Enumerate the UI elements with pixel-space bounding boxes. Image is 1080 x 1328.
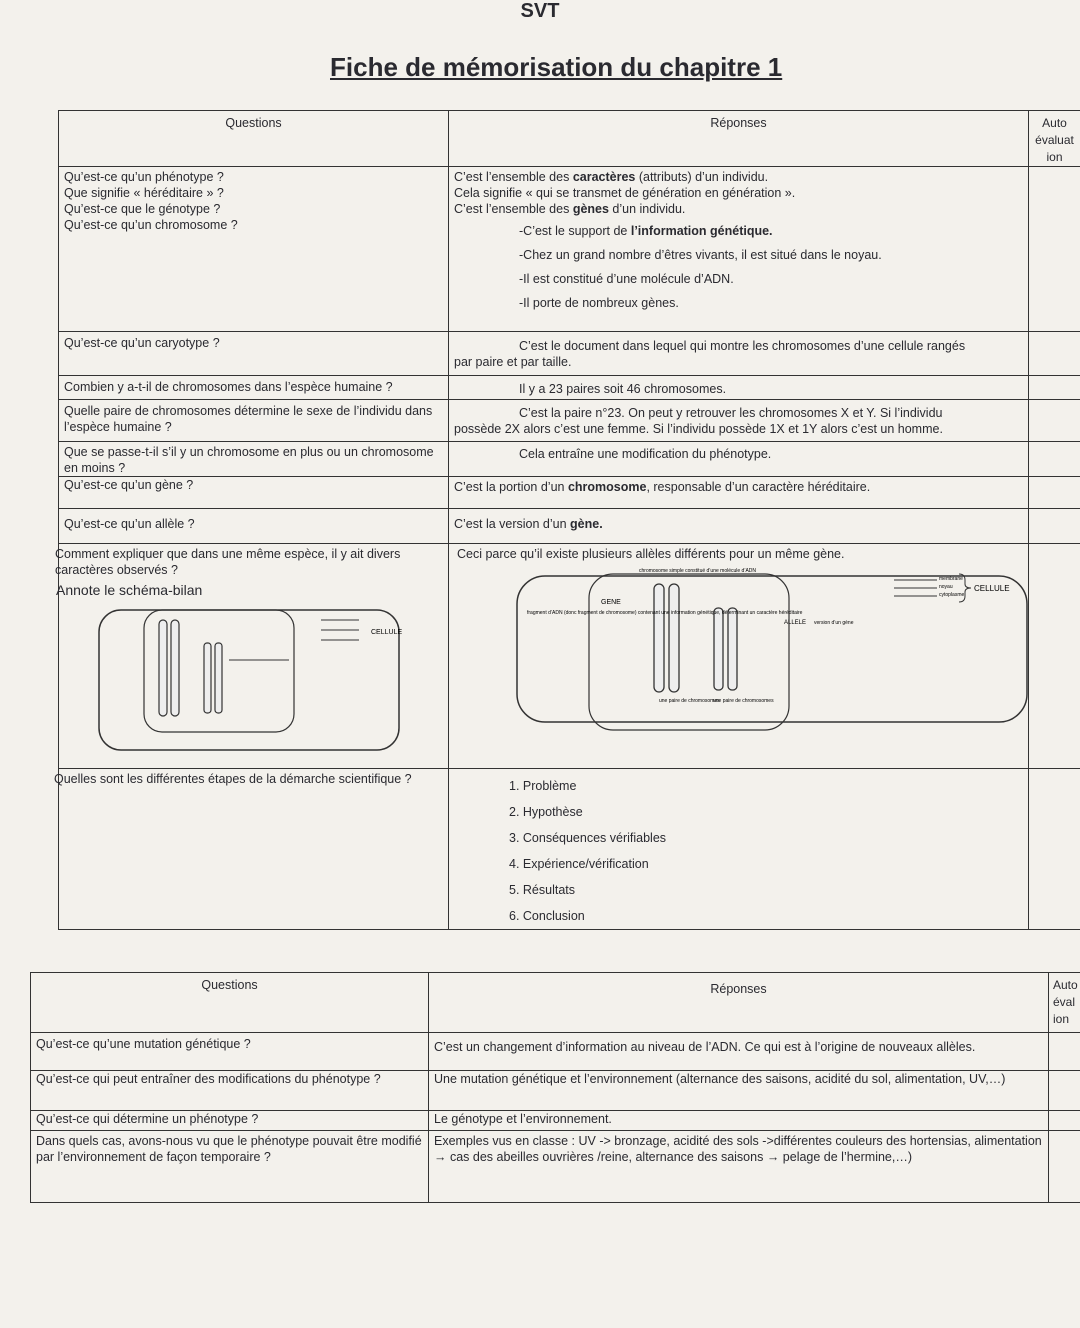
answer-modifications-phenotype: Une mutation génétique et l’environnement (alternance des saisons, acidité du sol, alimentation, UV,…) [429, 1071, 1049, 1111]
answer-caryotype: C’est le document dans lequel qui montre les chromosomes d’une cellule rangés par paire et par taille. [449, 332, 1029, 376]
answer-chromosome-4: -Il porte de nombreux gènes. [519, 296, 679, 310]
question-hereditaire: Que signifie « héréditaire » ? [64, 186, 224, 200]
subject-heading: SVT [520, 0, 560, 22]
question-modifications-phenotype: Qu’est-ce qui peut entraîner des modifications du phénotype ? [31, 1071, 429, 1111]
answer-divers-caracteres: Ceci parce qu’il existe plusieurs allèles différents pour un même gène. [457, 547, 845, 561]
answer-phenotype: C’est l’ensemble des caractères (attributs) d’un individu. [454, 170, 769, 184]
question-allele: Qu’est-ce qu’un allèle ? [59, 509, 449, 544]
header-questions: Questions [31, 973, 429, 1033]
answer-determine-phenotype: Le génotype et l’environnement. [429, 1111, 1049, 1131]
question-phenotype: Qu’est-ce qu’un phénotype ? [64, 170, 224, 184]
svg-text:noyau: noyau [939, 584, 953, 590]
question-gene: Qu’est-ce qu’un gène ? [59, 477, 449, 509]
answer-nombre-chromosomes: Il y a 23 paires soit 46 chromosomes. [449, 376, 1029, 400]
svg-text:chromosome simple constitué d’: chromosome simple constitué d’une molécule d’ADN [639, 568, 756, 574]
auto-eval-cell[interactable] [1029, 376, 1080, 400]
step-item: 3. Conséquences vérifiables [509, 831, 667, 845]
auto-eval-cell[interactable] [1029, 167, 1080, 332]
answer-paire-sexe: C’est la paire n°23. On peut y retrouver les chromosomes X et Y. Si l’individu possède 2X alors c’est une femme. Si l’individu possède 1X et 1Y alors c’est un homme. [449, 400, 1029, 442]
question-caryotype: Qu’est-ce qu’un caryotype ? [59, 332, 449, 376]
header-questions: Questions [59, 111, 449, 167]
answer-chromosome-2: -Chez un grand nombre d’êtres vivants, il est situé dans le noyau. [519, 248, 882, 262]
auto-eval-cell[interactable] [1049, 1071, 1080, 1111]
svg-text:cytoplasme: cytoplasme [939, 592, 965, 598]
step-item: 6. Conclusion [509, 909, 585, 923]
auto-eval-cell[interactable] [1029, 769, 1080, 930]
svg-text:GENE: GENE [601, 599, 621, 606]
answer-gene: C’est la portion d’un chromosome, responsable d’un caractère héréditaire. [449, 477, 1029, 509]
answer-demarche-scientifique [449, 769, 1029, 930]
page-title: Fiche de mémorisation du chapitre 1 [330, 52, 783, 82]
answer-hereditaire: Cela signifie « qui se transmet de génération en génération ». [454, 186, 796, 200]
answer-genotype: C’est l’ensemble des gènes d’un individu. [454, 202, 686, 216]
auto-eval-cell[interactable] [1029, 400, 1080, 442]
question-schema-bilan: Annote le schéma-bilan [56, 582, 203, 598]
svg-text:ALLELE: ALLELE [784, 620, 807, 626]
question-phenotype-temporaire: Dans quels cas, avons-nous vu que le phénotype pouvait être modifié par l’environnement de façon temporaire ? [31, 1131, 429, 1203]
svg-text:CELLULE: CELLULE [974, 584, 1010, 593]
header-auto-evaluation: Auto éval ion [1049, 973, 1080, 1033]
auto-eval-cell[interactable] [1049, 1033, 1080, 1071]
step-item: 4. Expérience/vérification [509, 857, 649, 871]
question-chromosome: Qu’est-ce qu’un chromosome ? [64, 218, 238, 232]
schema-bilan-blank [59, 598, 444, 758]
answers-group-1 [449, 167, 1029, 332]
header-reponses: Réponses [449, 111, 1029, 167]
schema-bilan-annote [449, 562, 1029, 752]
svg-text:une paire de chromosomes: une paire de chromosomes [659, 698, 720, 704]
auto-eval-cell[interactable] [1029, 544, 1080, 769]
schema-answer-cell [449, 544, 1029, 769]
auto-eval-cell[interactable] [1029, 509, 1080, 544]
auto-eval-cell[interactable] [1049, 1131, 1080, 1203]
svg-text:membrane: membrane [939, 576, 963, 582]
auto-eval-cell[interactable] [1029, 477, 1080, 509]
answer-allele: C’est la version d’un gène. [449, 509, 1029, 544]
auto-eval-cell[interactable] [1029, 332, 1080, 376]
question-demarche-scientifique: Quelles sont les différentes étapes de la démarche scientifique ? [59, 769, 449, 930]
answer-chromosome-1: -C’est le support de l’information génétique. [519, 224, 773, 238]
auto-eval-cell[interactable] [1049, 1111, 1080, 1131]
schema-question-cell [55, 544, 449, 769]
answer-phenotype-temporaire: Exemples vus en classe : UV -> bronzage, acidité des sols ->différentes couleurs des hortensias, alimentation → cas des abeilles ouvrières /reine, alternance des saisons → pelage de l’hermine,…) [429, 1131, 1049, 1203]
question-divers-caracteres: Comment expliquer que dans une même espèce, il y ait divers caractères observés ? [55, 547, 401, 577]
header-reponses: Réponses [429, 973, 1049, 1033]
svg-text:CELLULE: CELLULE [371, 629, 403, 636]
questions-group-1 [59, 167, 449, 332]
question-paire-sexe: Quelle paire de chromosomes détermine le sexe de l’individu dans l’espèce humaine ? [59, 400, 449, 442]
question-genotype: Qu’est-ce que le génotype ? [64, 202, 221, 216]
step-item: 2. Hypothèse [509, 805, 583, 819]
answer-chromosome-en-plus: Cela entraîne une modification du phénotype. [449, 442, 1029, 477]
svg-text:une paire de chromosomes: une paire de chromosomes [713, 698, 774, 704]
answer-chromosome-3: -Il est constitué d’une molécule d’ADN. [519, 272, 734, 286]
auto-eval-cell[interactable] [1029, 442, 1080, 477]
header-auto-evaluation: Auto évaluat ion [1029, 111, 1080, 167]
answer-mutation: C’est un changement d’information au niveau de l’ADN. Ce qui est à l’origine de nouveaux allèles. [429, 1033, 1049, 1071]
question-mutation: Qu’est-ce qu’une mutation génétique ? [31, 1033, 429, 1071]
memorisation-table-2 [30, 972, 1080, 1203]
step-item: 5. Résultats [509, 883, 576, 897]
memorisation-table-1 [54, 110, 1080, 930]
question-determine-phenotype: Qu’est-ce qui détermine un phénotype ? [31, 1111, 429, 1131]
svg-text:version d’un gène: version d’un gène [814, 620, 854, 626]
svg-text:fragment d’ADN (donc fragment: fragment d’ADN (donc fragment de chromosome) contenant une information génétique, déterminant un caractère héréditaire [527, 610, 803, 616]
question-nombre-chromosomes: Combien y a-t-il de chromosomes dans l’espèce humaine ? [59, 376, 449, 400]
step-item: 1. Problème [509, 779, 577, 793]
question-chromosome-en-plus: Que se passe-t-il s’il y un chromosome en plus ou un chromosome en moins ? [59, 442, 449, 477]
